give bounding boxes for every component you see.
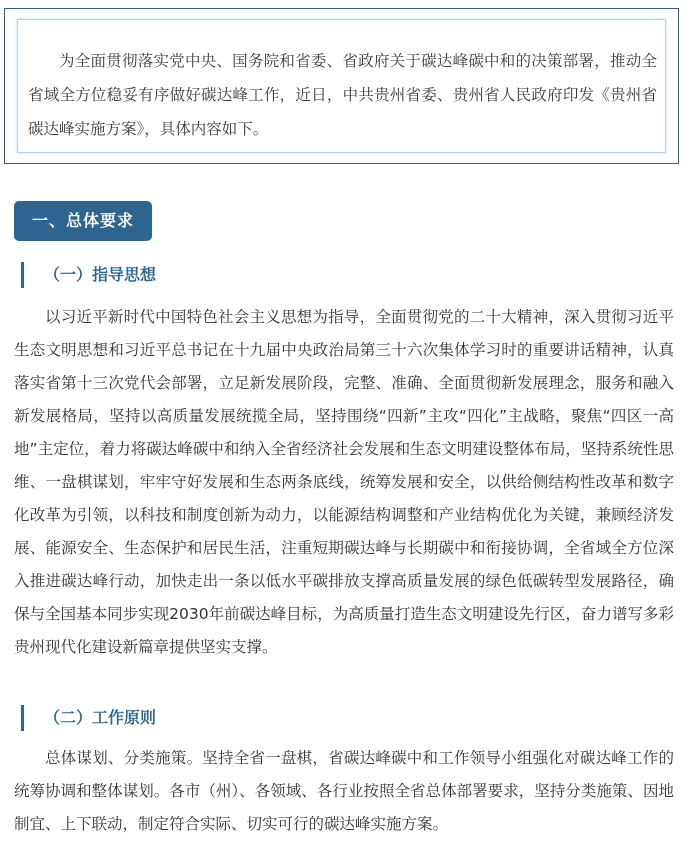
work-principles-paragraph: 总体谋划、分类施策。坚持全省一盘棋，省碳达峰碳中和工作领导小组强化对碳达峰工作的统筹协调和整体谋划。各市（州）、各领域、各行业按照全省总体部署要求，坚持分类施策、因地制宜、上下联动，制定符合实际、切实可行的碳达峰实施方案。 xyxy=(14,749,674,833)
section-title-badge: 一、总体要求 xyxy=(14,201,152,241)
guiding-thought-heading: （一）指导思想 xyxy=(21,262,156,288)
guiding-thought-paragraph: 以习近平新时代中国特色社会主义思想为指导，全面贯彻党的二十大精神，深入贯彻习近平生态文明思想和习近平总书记在十九届中央政治局第三十六次集体学习时的重要讲话精神，认真落实省第十三次党代会部署，立足新发展阶段，完整、准确、全面贯彻新发展理念，服务和融入新发展格局，坚持以高质量发展统揽全局，坚持围绕“四新”主攻“四化”主战略，聚焦“四区一高地”主定位，着力将碳达峰碳中和纳入全省经济社会发展和生态文明建设整体布局，坚持系统性思维、一盘棋谋划，牢牢守好发展和生态两条底线，统筹发展和安全，以供给侧结构性改革和数字化改革为引领，以科技和制度创新为动力，以能源结构调整和产业结构优化为关键，兼顾经济发展、能源安全、生态保护和居民生活，注重短期碳达峰与长期碳中和衔接协调，全省域全方位深入推进碳达峰行动，加快走出一条以低水平碳排放支撑高质量发展的绿色低碳转型发展路径，确保与全国基本同步实现2030年前碳达峰目标，为高质量打造生态文明建设先行区，奋力谱写多彩贵州现代化建设新篇章提供坚实支撑。 xyxy=(14,308,674,656)
intro-paragraph: 为全面贯彻落实党中央、国务院和省委、省政府关于碳达峰碳中和的决策部署，推动全省域全方位稳妥有序做好碳达峰工作，近日，中共贵州省委、贵州省人民政府印发《贵州省碳达峰实施方案》，具体内容如下。 xyxy=(28,52,657,138)
work-principles-heading: （二）工作原则 xyxy=(21,705,156,731)
intro-box-inner-frame xyxy=(17,19,666,153)
intro-box xyxy=(4,8,679,164)
